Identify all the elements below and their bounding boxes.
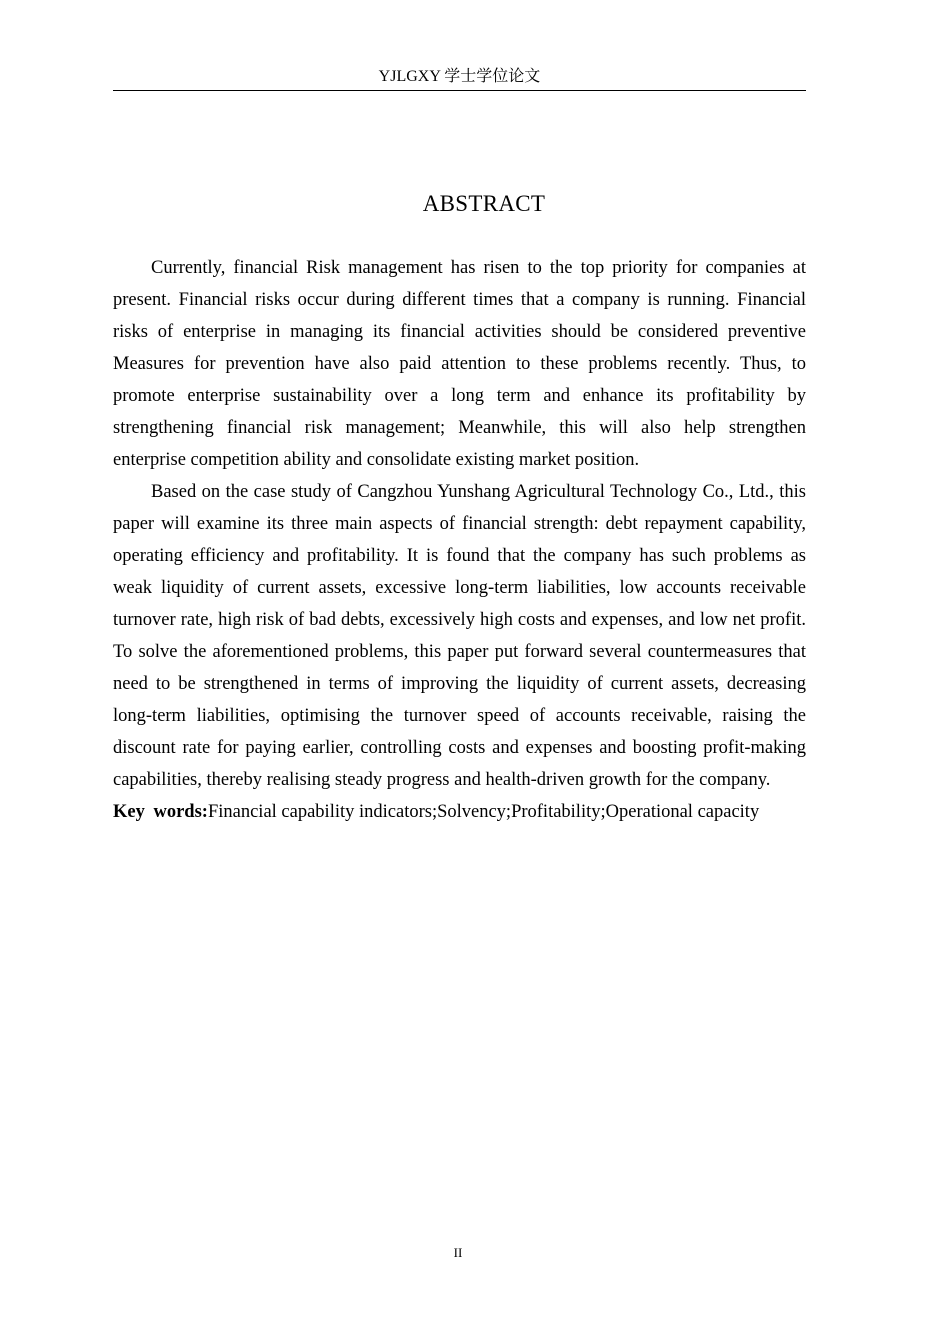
- page-number: II: [453, 1245, 463, 1260]
- keywords-line: [113, 796, 806, 828]
- abstract-paragraph-1: Currently, financial Risk management has risen to the top priority for companies at present. Financial risks occur during different times that a company is running. Financial risks of enterprise in managing its financial activities should be considered preventive Measures for prevention have also paid attention to these problems recently. Thus, to promote enterprise sustainability over a long term and enhance its profitability by strengthening financial risk management; Meanwhile, this will also help strengthen enterprise competition ability and consolidate existing market position.: [113, 258, 806, 470]
- abstract-title: ABSTRACT: [422, 191, 546, 216]
- abstract-body: [113, 252, 806, 828]
- keywords-label: Key words:: [113, 802, 208, 822]
- header-rule: [113, 90, 806, 91]
- running-header: YJLGXY 学士学位论文: [378, 68, 541, 85]
- abstract-paragraph-2: Based on the case study of Cangzhou Yunshang Agricultural Technology Co., Ltd., this paper will examine its three main aspects of financial strength: debt repayment capability, operating efficiency and profitability. It is found that the company has such problems as weak liquidity of current assets, excessive long-term liabilities, low accounts receivable turnover rate, high risk of bad debts, excessively high costs and expenses, and low net profit. To solve the aforementioned problems, this paper put forward several countermeasures that need to be strengthened in terms of improving the liquidity of current assets, decreasing long-term liabilities, optimising the turnover speed of accounts receivable, raising the discount rate for paying earlier, controlling costs and expenses and boosting profit-making capabilities, thereby realising steady progress and health-driven growth for the company.: [113, 482, 806, 790]
- keywords-text: Financial capability indicators;Solvency;Profitability;Operational capacity: [207, 802, 760, 822]
